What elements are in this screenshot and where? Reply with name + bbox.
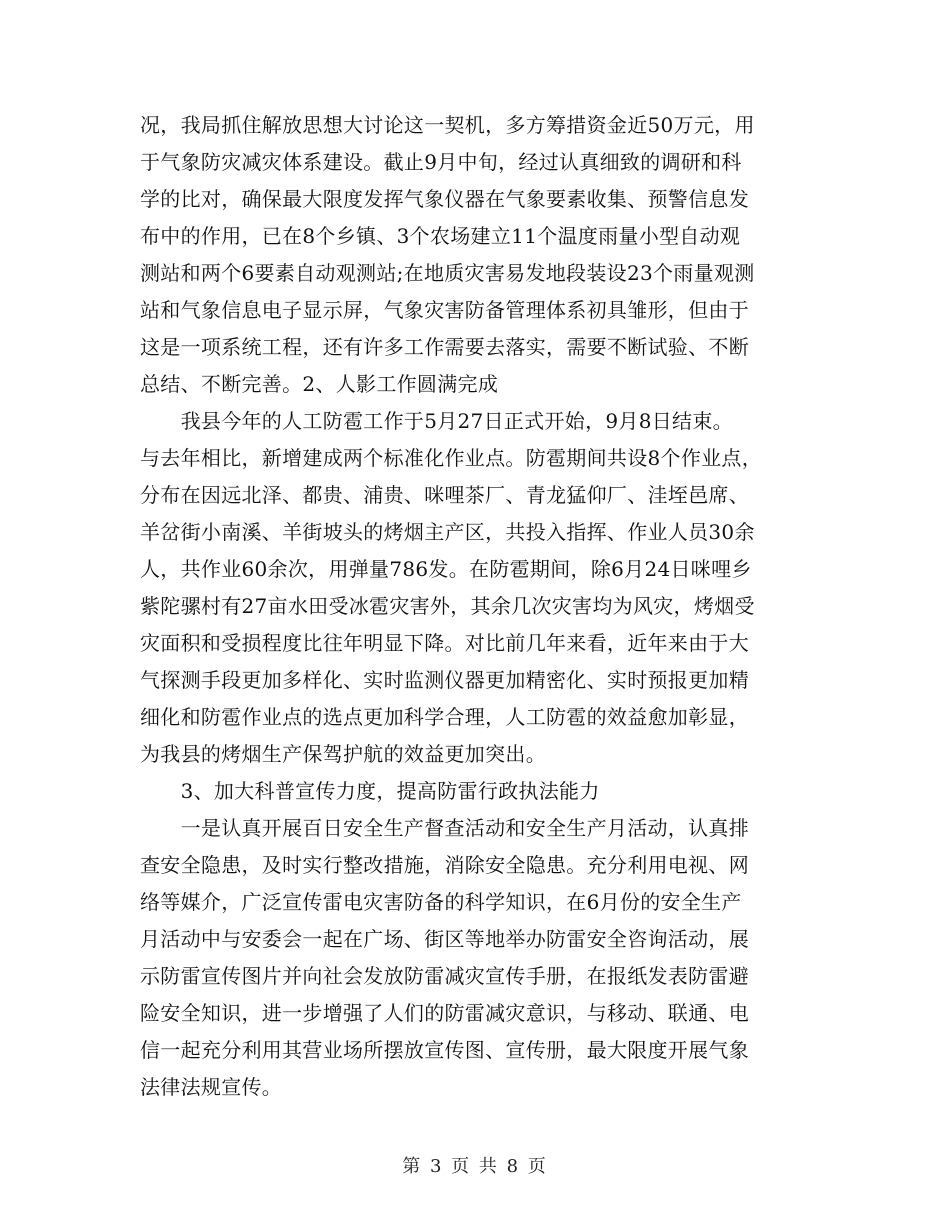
text-line: 我县今年的人工防雹工作于5月27日正式开始，9月8日结束。: [140, 409, 733, 433]
text-line: 羊岔街小南溪、羊街坡头的烤烟主产区，共投入指挥、作业人员30余: [140, 520, 755, 544]
text-line: 灾面积和受损程度比往年明显下降。对比前几年来看，近年来由于大: [140, 631, 749, 655]
text-line: 法律法规宣传。: [140, 1075, 283, 1099]
body-text: [140, 107, 820, 1106]
text-line: 气探测手段更加多样化、实时监测仪器更加精密化、实时预报更加精: [140, 668, 749, 692]
text-line: 分布在因远北泽、都贵、浦贵、咪哩茶厂、青龙猛仰厂、洼垤邑席、: [140, 483, 749, 507]
text-line: 于气象防灾减灾体系建设。截止9月中旬，经过认真细致的调研和科: [140, 150, 742, 174]
text-line: 况，我局抓住解放思想大讨论这一契机，多方筹措资金近50万元，用: [140, 113, 755, 137]
text-line: 布中的作用，已在8个乡镇、3个农场建立11个温度雨量小型自动观: [140, 224, 741, 248]
text-line: 学的比对，确保最大限度发挥气象仪器在气象要素收集、预警信息发: [140, 187, 749, 211]
text-line: 紫陀骡村有27亩水田受冰雹灾害外，其余几次灾害均为风灾，烤烟受: [140, 594, 755, 618]
text-line: 站和气象信息电子显示屏，气象灾害防备管理体系初具雏形，但由于: [140, 298, 749, 322]
text-line: 与去年相比，新增建成两个标准化作业点。防雹期间共设8个作业点，: [140, 446, 763, 470]
page-number-footer: 第 3 页 共 8 页: [402, 1156, 548, 1177]
text-line: 一是认真开展百日安全生产督查活动和安全生产月活动，认真排: [140, 816, 749, 840]
text-line: 总结、不断完善。2、人影工作圆满完成: [140, 372, 499, 396]
text-line: 这是一项系统工程，还有许多工作需要去落实，需要不断试验、不断: [140, 335, 749, 359]
text-line: 络等媒介，广泛宣传雷电灾害防备的科学知识，在6月份的安全生产: [140, 890, 742, 914]
text-line: 示防雷宣传图片并向社会发放防雷减灾宣传手册，在报纸发表防雷避: [140, 964, 749, 988]
text-line: 信一起充分利用其营业场所摆放宣传图、宣传册，最大限度开展气象: [140, 1038, 749, 1062]
text-line: 测站和两个6要素自动观测站;在地质灾害易发地段装设23个雨量观测: [140, 261, 755, 285]
text-line: 人，共作业60余次，用弹量786发。在防雹期间，除6月24日咪哩乡: [140, 557, 752, 581]
text-line: 险安全知识，进一步增强了人们的防雷减灾意识，与移动、联通、电: [140, 1001, 749, 1025]
text-line: 月活动中与安委会一起在广场、街区等地举办防雷安全咨询活动，展: [140, 927, 749, 951]
text-line: 3、加大科普宣传力度，提高防雷行政执法能力: [140, 779, 600, 803]
text-line: 为我县的烤烟生产保驾护航的效益更加突出。: [140, 742, 546, 766]
text-line: 查安全隐患，及时实行整改措施，消除安全隐患。充分利用电视、网: [140, 853, 749, 877]
text-line: 细化和防雹作业点的选点更加科学合理，人工防雹的效益愈加彰显，: [140, 705, 749, 729]
